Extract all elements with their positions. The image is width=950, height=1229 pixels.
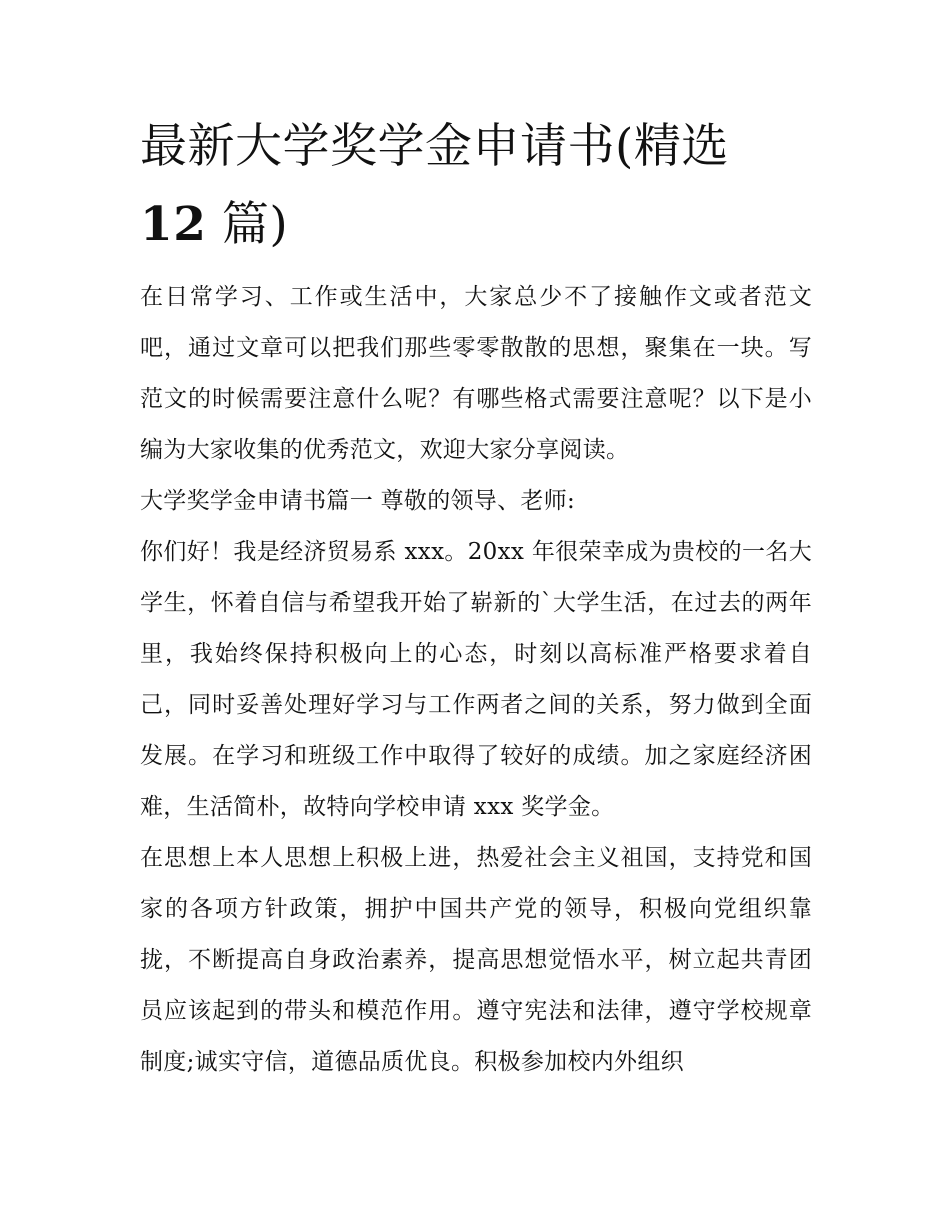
document-title xyxy=(140,108,812,264)
document-body xyxy=(140,272,812,1088)
document-page xyxy=(140,108,812,1088)
body-paragraph-self-introduction: 你们好！我是经济贸易系 xxx。20xx 年很荣幸成为贵校的一名大学生，怀着自信与希望我开始了崭新的`大学生活，在过去的两年里，我始终保持积极向上的心态，时刻以高标准严格要求着自己，同时妥善处理好学习与工作两者之间的关系，努力做到全面发展。在学习和班级工作中取得了较好的成绩。加之家庭经济困难，生活简朴，故特向学校申请 xxx 奖学金。 xyxy=(140,539,812,820)
intro-paragraph: 在日常学习、工作或生活中，大家总少不了接触作文或者范文吧，通过文章可以把我们那些零零散散的思想，聚集在一块。写范文的时候需要注意什么呢？有哪些格式需要注意呢？以下是小编为大家收集的优秀范文，欢迎大家分享阅读。 xyxy=(140,284,812,463)
body-paragraph-ideology: 在思想上本人思想上积极上进，热爱社会主义祖国，支持党和国家的各项方针政策，拥护中国共产党的领导，积极向党组织靠拢，不断提高自身政治素养，提高思想觉悟水平，树立起共青团员应该起到的带头和模范作用。遵守宪法和法律，遵守学校规章制度;诚实守信，道德品质优良。积极参加校内外组织 xyxy=(140,845,812,1075)
title-line-1: 最新大学奖学金申请书(精选 xyxy=(140,119,729,174)
title-line-2-rest: 篇) xyxy=(206,197,289,252)
title-count-number: 12 xyxy=(140,197,207,252)
section-heading-salutation: 大学奖学金申请书篇一 尊敬的领导、老师: xyxy=(140,488,576,514)
